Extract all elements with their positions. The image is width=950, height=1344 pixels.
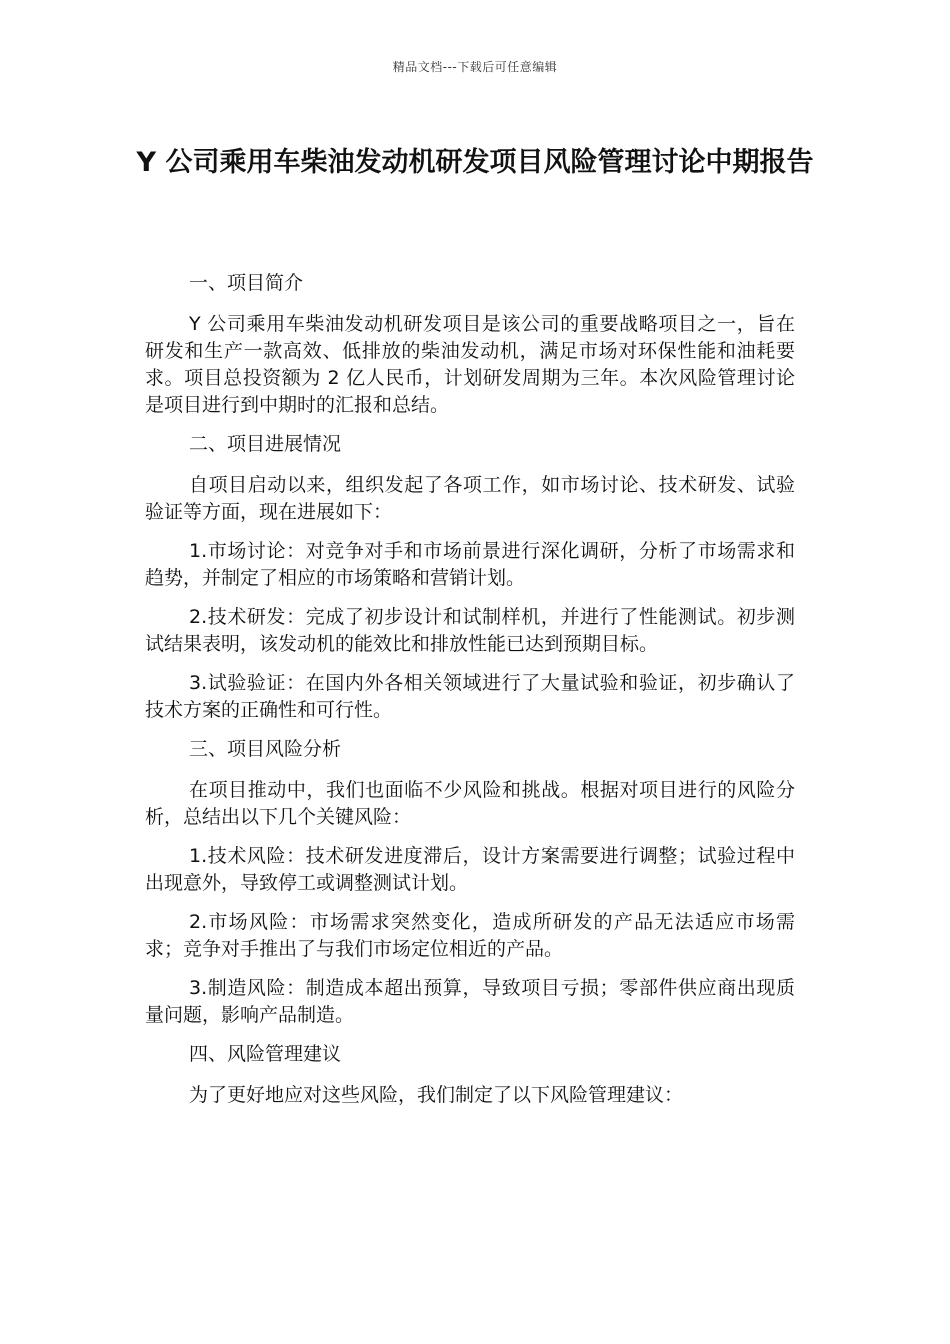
paragraph: 为了更好地应对这些风险，我们制定了以下风险管理建议： bbox=[189, 1084, 684, 1106]
paragraph: 3.制造风险：制造成本超出预算，导致项目亏损；零部件供应商出现质量问题，影响产品制造。 bbox=[145, 977, 795, 1026]
paragraph: 2.技术研发：完成了初步设计和试制样机，并进行了性能测试。初步测试结果表明，该发动机的能效比和排放性能已达到预期目标。 bbox=[145, 606, 795, 655]
document-body bbox=[145, 270, 795, 1121]
paragraph: 2.市场风险：市场需求突然变化，造成所研发的产品无法适应市场需求；竞争对手推出了与我们市场定位相近的产品。 bbox=[145, 911, 795, 960]
section-heading: 一、项目简介 bbox=[189, 272, 304, 294]
paragraph: 1.技术风险：技术研发进度滞后，设计方案需要进行调整；试验过程中出现意外，导致停工或调整测试计划。 bbox=[145, 845, 795, 894]
section-heading: 二、项目进展情况 bbox=[189, 433, 342, 455]
paragraph: 在项目推动中，我们也面临不少风险和挑战。根据对项目进行的风险分析，总结出以下几个关键风险： bbox=[145, 779, 795, 828]
document-title: Y 公司乘用车柴油发动机研发项目风险管理讨论中期报告 bbox=[136, 147, 814, 178]
paragraph: Y 公司乘用车柴油发动机研发项目是该公司的重要战略项目之一，旨在研发和生产一款高效、低排放的柴油发动机，满足市场对环保性能和油耗要求。项目总投资额为 2 亿人民币，计划研发周期为三年。本次风险管理讨论是项目进行到中期时的汇报和总结。 bbox=[145, 313, 795, 416]
section-heading: 三、项目风险分析 bbox=[189, 738, 342, 760]
section-heading: 四、风险管理建议 bbox=[189, 1043, 342, 1065]
header-note: 精品文档---下载后可任意编辑 bbox=[392, 60, 558, 74]
paragraph: 自项目启动以来，组织发起了各项工作，如市场讨论、技术研发、试验验证等方面，现在进展如下： bbox=[145, 474, 795, 523]
paragraph: 3.试验验证：在国内外各相关领域进行了大量试验和验证，初步确认了技术方案的正确性和可行性。 bbox=[145, 672, 795, 721]
paragraph: 1.市场讨论：对竞争对手和市场前景进行深化调研，分析了市场需求和趋势，并制定了相应的市场策略和营销计划。 bbox=[145, 540, 795, 589]
